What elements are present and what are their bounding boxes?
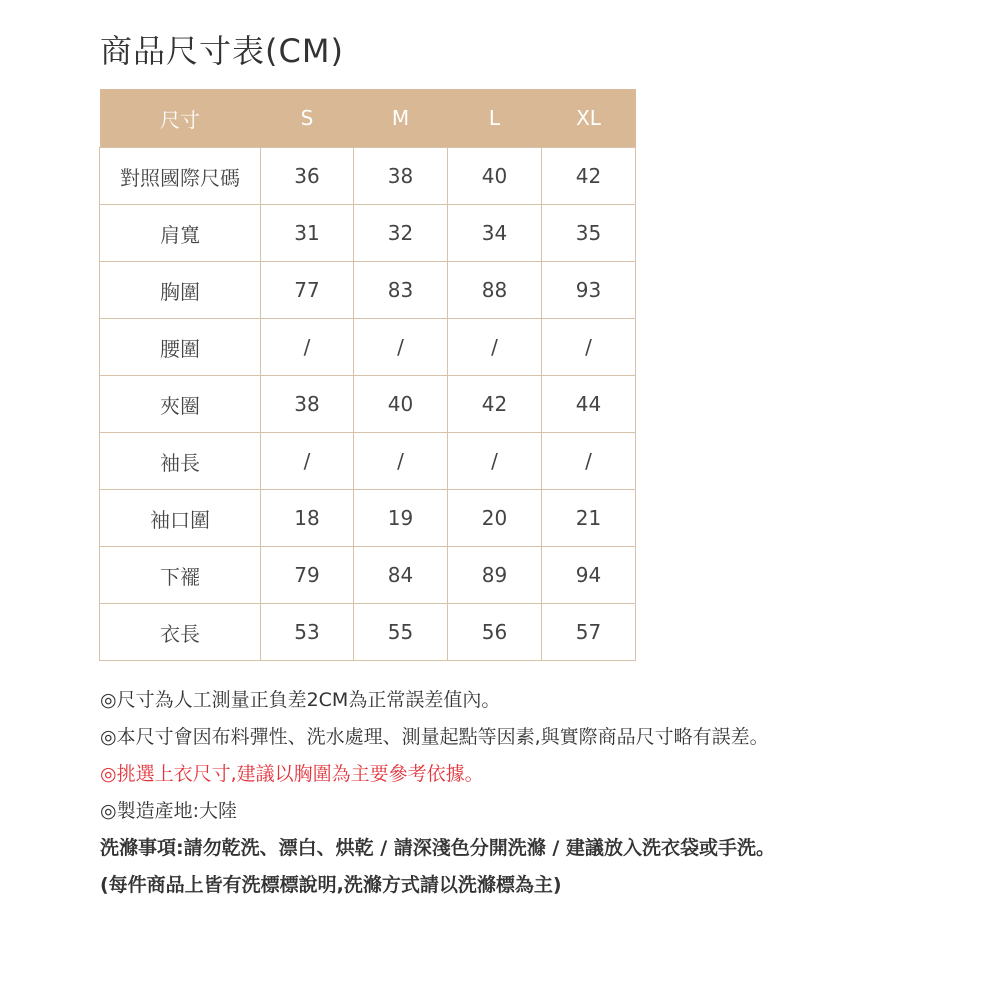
table-cell: 20 [448,490,542,547]
table-cell: 40 [354,376,448,433]
row-label: 胸圍 [100,262,261,319]
table-cell: / [448,319,542,376]
table-cell: 35 [542,205,636,262]
row-label: 袖長 [100,433,261,490]
table-cell: 77 [261,262,354,319]
row-label: 衣長 [100,604,261,661]
table-row [100,148,636,205]
row-label: 下襬 [100,547,261,604]
table-row [100,319,636,376]
header-cell: M [354,89,448,148]
table-cell: 31 [261,205,354,262]
table-cell: 94 [542,547,636,604]
row-label: 袖口圍 [100,490,261,547]
page-title: 商品尺寸表(CM) [100,32,344,70]
table-cell: / [261,433,354,490]
header-cell: 尺寸 [100,89,261,148]
table-row [100,262,636,319]
table-cell: 44 [542,376,636,433]
note-size-selection: ◎挑選上衣尺寸,建議以胸圍為主要參考依據。 [100,763,484,785]
table-cell: 42 [542,148,636,205]
table-cell: 89 [448,547,542,604]
table-row [100,433,636,490]
table-cell: / [261,319,354,376]
table-row [100,490,636,547]
table-cell: 36 [261,148,354,205]
table-row [100,376,636,433]
table-cell: 57 [542,604,636,661]
table-cell: 32 [354,205,448,262]
table-cell: 42 [448,376,542,433]
note-origin: ◎製造產地:大陸 [100,800,237,822]
table-cell: 19 [354,490,448,547]
table-cell: / [354,433,448,490]
table-cell: / [542,319,636,376]
row-label: 夾圈 [100,376,261,433]
header-cell: L [448,89,542,148]
row-label: 肩寬 [100,205,261,262]
note-wash-instructions: 洗滌事項:請勿乾洗、漂白、烘乾 / 請深淺色分開洗滌 / 建議放入洗衣袋或手洗。 [100,837,775,859]
header-cell: S [261,89,354,148]
table-cell: 56 [448,604,542,661]
table-row [100,205,636,262]
table-cell: 34 [448,205,542,262]
table-cell: 38 [261,376,354,433]
table-cell: 18 [261,490,354,547]
note-wash-label: (每件商品上皆有洗標標說明,洗滌方式請以洗滌標為主) [100,874,562,896]
table-cell: / [448,433,542,490]
table-cell: 55 [354,604,448,661]
table-row [100,604,636,661]
table-cell: / [354,319,448,376]
table-cell: 53 [261,604,354,661]
table-header-row [100,89,636,148]
row-label: 對照國際尺碼 [100,148,261,205]
table-cell: 93 [542,262,636,319]
table-cell: 40 [448,148,542,205]
table-row [100,547,636,604]
notes-section [100,682,980,904]
size-table [99,89,636,661]
table-cell: 38 [354,148,448,205]
table-cell: 21 [542,490,636,547]
note-size-variance: ◎本尺寸會因布料彈性、洗水處理、測量起點等因素,與實際商品尺寸略有誤差。 [100,726,769,748]
table-cell: 88 [448,262,542,319]
table-cell: 83 [354,262,448,319]
note-measurement-tolerance: ◎尺寸為人工測量正負差2CM為正常誤差值內。 [100,689,501,711]
header-cell: XL [542,89,636,148]
table-cell: / [542,433,636,490]
table-cell: 84 [354,547,448,604]
row-label: 腰圍 [100,319,261,376]
table-cell: 79 [261,547,354,604]
